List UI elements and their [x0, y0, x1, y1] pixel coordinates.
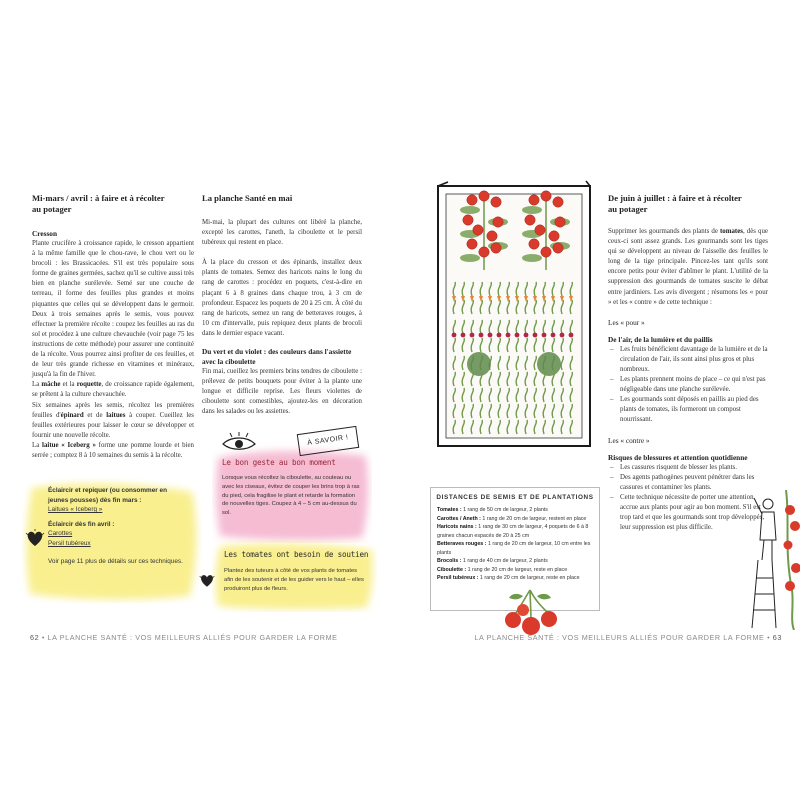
tip-note-tomatoes — [212, 540, 377, 612]
list-item: – Les gourmands sont déposés en paillis au pied des plants de tomates, ils formeront un compost nourrissant. — [608, 395, 768, 425]
contre-list — [608, 463, 768, 534]
list-item: – Les fruits bénéficient davantage de la lumière et de la circulation de l'air, ils sont ainsi plus gros et plus nombreux. — [608, 345, 768, 375]
note-title: Les tomates ont besoin de soutien — [224, 550, 369, 559]
gardener-on-ladder-illustration — [750, 490, 800, 630]
list-item: – Des agents pathogènes peuvent pénétrer dans les cassures et contaminer les plants. — [608, 473, 768, 493]
list-item: – Les plants prennent moins de place – ce qui n'est pas négligeable dans une planche surélevée. — [608, 375, 768, 395]
right-column — [608, 193, 768, 533]
planting-box-title: DISTANCES DE SEMIS ET DE PLANTATIONS — [436, 494, 594, 501]
running-title: LA PLANCHE SANTÉ : VOS MEILLEURS ALLIÉS POUR GARDER LA FORME — [47, 633, 338, 642]
planting-row — [437, 574, 593, 583]
planting-row-spacing: 1 rang de 20 cm de largeur, reste en place — [478, 575, 580, 581]
planting-row — [437, 566, 593, 575]
tip-note-good-gesture — [212, 428, 372, 543]
note-item: Carottes — [48, 530, 73, 538]
planting-row-spacing: 1 rang de 50 cm de largeur, 2 plants — [461, 507, 548, 513]
folio-separator: • — [41, 633, 48, 642]
paragraph-cresson: Plante crucifère à croissance rapide, le cresson appartient à la même famille que le chou-rave, le chou vert ou le brocoli : les Brassicacées. S'il est très populaire sous forme de graines germées, sachez qu'il se cultive aussi très bien en planche surélevée. Semé sur une couche de terreau, il forme des feuilles plus grandes et moins piquantes que celles qui se développent dans le germoir. Deux à trois semaines après le semis, vous pouvez effectuer la première récolte : coupez les feuilles au ras du sol et procédez à une culture chevauchée (voir page 75 les instructions de cette méthode) pour assurer une continuité de la récolte. Vous pourrez ainsi profiter de ces feuilles, et de leur très grande richesse en vitamines et minéraux, jusqu'à la fin de l'hiver. — [32, 240, 194, 379]
left-column-2 — [202, 193, 362, 418]
raised-bed-drawing — [434, 180, 594, 450]
tip-note-thinning — [22, 478, 202, 603]
heart-icon — [24, 528, 46, 550]
paragraph-may-2: À la place du cresson et des épinards, installez deux plants de tomates. Semez des haricots nains le long du rang de carottes : procédez en poquets, c'est-à-dire en plaçant 6 à 8 graines dans chaque trou, à 3 cm de profondeur. Espacez les poquets de 20 à 25 cm. À côté du rang de haricots, semez un rang de betteraves rouges, à 10 cm d'intervalle, puis repiquez deux plants de brocoli dans le dernier espace vacant. — [202, 259, 362, 337]
subhead-line: avec la ciboulette — [202, 357, 256, 367]
heading-line: De juin à juillet : à faire et à récolter — [608, 193, 742, 203]
planting-row-crop: Tomates : — [437, 507, 462, 513]
page-number: 63 — [772, 633, 782, 642]
pour-list — [608, 345, 768, 426]
heading-line: Mi-mars / avril : à faire et à récolter — [32, 193, 165, 203]
left-column-1 — [32, 193, 194, 461]
right-page — [400, 160, 800, 640]
planting-row-spacing: 1 rang de 20 cm de largeur, restent en place — [480, 515, 587, 522]
heart-icon — [198, 572, 216, 590]
note-title: Éclaircir dès fin avril : — [48, 520, 115, 528]
paragraph-epinard: Six semaines après les semis, récoltez les premières feuilles d'épinard et de laitues à couper. Cueillez les feuilles extérieures pour laisser le cœur se développer et fournir une nouvelle récolte. — [32, 401, 194, 439]
folio-left — [30, 633, 338, 642]
paragraph-ciboulette: Fin mai, cueillez les premiers brins tendres de ciboulette : prélevez de petits bouquets pour éviter à la plante une longue et difficile reprise. Les fleurs violettes de ciboulette sont comestibles, ajoutez-les en décoration dans les salades ou les assiettes. — [202, 368, 362, 416]
a-savoir-stamp: À SAVOIR ! — [297, 426, 359, 456]
note-title: Le bon geste au bon moment — [222, 458, 336, 467]
left-page — [0, 160, 400, 640]
garden-bed-illustration — [434, 180, 594, 450]
subhead-line: Du vert et du violet : des couleurs dans l'assiette — [202, 347, 352, 357]
note-footer: Voir page 11 plus de détails sur ces techniques. — [48, 557, 183, 565]
contre-subhead: Risques de blessures et attention quotidienne — [608, 452, 748, 462]
planting-row-crop: Haricots nains : — [437, 524, 477, 530]
contre-label: Les « contre » — [608, 435, 650, 445]
planting-row-spacing: 1 rang de 20 cm de largeur, reste en place — [466, 566, 568, 573]
note-item: Laitues « Iceberg » — [48, 506, 103, 514]
planting-row-spacing: 1 rang de 30 cm de largeur, 4 poquets de 6 à 8 graines chacun espacés de 20 à 25 cm — [437, 524, 589, 539]
section-heading-march-april — [32, 193, 194, 215]
folio-separator: • — [767, 633, 773, 642]
heading-line: au potager — [32, 204, 72, 214]
section-heading-may: La planche Santé en mai — [202, 193, 293, 203]
pour-label: Les « pour » — [608, 317, 645, 327]
planting-row-spacing: 1 rang de 20 cm de largeur, 10 cm entre les plants — [437, 541, 591, 556]
planting-rows-list — [431, 506, 599, 583]
list-item: – Les cassures risquent de blesser les plants. — [608, 463, 768, 473]
planting-row — [437, 540, 593, 557]
note-item: Persil tubéreux — [48, 539, 91, 547]
planting-row — [437, 523, 593, 540]
planting-row-spacing: 1 rang de 40 cm de largeur, 2 plants — [461, 558, 548, 564]
paragraph-gourmands: Supprimer les gourmands des plants de tomates, dès que ceux-ci sont assez grands. Les gourmands sont les tiges qui se développent au niveau de l'aisselle des feuilles le long de la tige principale. Pincez-les tant qu'ils sont encore petits pour éviter d'abîmer le plant. L'utilité de la suppression des gourmands de tomates suscite le débat entre jardiniers. Les avis divergent ; résumons les « pour » et les « contre » de cette technique : — [608, 228, 768, 306]
note-text: Lorsque vous récoltez la ciboulette, au couteau ou avec les ciseaux, évitez de couper les brins trop à ras du pied, cela fragilise le plant et retarde la formation de nouvelles tiges. Coupez à 4 – 5 cm au-dessus du sol. — [222, 475, 360, 517]
running-title: LA PLANCHE SANTÉ : VOS MEILLEURS ALLIÉS POUR GARDER LA FORME — [474, 633, 765, 642]
planting-row-crop: Ciboulette : — [437, 566, 467, 573]
folio-right — [474, 633, 782, 642]
subhead-cresson: Cresson — [32, 229, 58, 238]
planting-row — [437, 515, 593, 524]
eye-icon — [220, 432, 258, 454]
note-title: Éclaircir et repiquer (ou consommer en jeunes pousses) dès fin mars : — [48, 487, 167, 504]
subhead-ciboulette — [202, 347, 362, 367]
heading-line: au potager — [608, 204, 648, 214]
planting-row-crop: Carottes / Aneth : — [437, 515, 481, 522]
list-item: – Cette technique nécessite de porter une attention accrue aux plants pour agir au bon moment. S'il est trop tard et que les gourmands sont trop développés, leur suppression est plus difficile. — [608, 493, 768, 533]
paragraph-may-1: Mi-mai, la plupart des cultures ont libéré la planche, excepté les carottes, l'aneth, la ciboulette et le persil tubéreux qui restent en place. — [202, 219, 362, 247]
section-heading-june-july — [608, 193, 768, 215]
planting-row — [437, 557, 593, 566]
paragraph-iceberg: La laitue « Iceberg » forme une pomme lourde et bien serrée ; comptez 8 à 10 semaines du semis à la récolte. — [32, 441, 194, 459]
paragraph-mache: La mâche et la roquette, de croissance rapide également, se prêtent à la culture chevauchée. — [32, 381, 194, 399]
page-number: 62 — [30, 633, 40, 642]
pour-subhead: De l'air, de la lumière et du paillis — [608, 334, 713, 344]
note-content — [48, 486, 188, 566]
note-text: Plantez des tuteurs à côté de vos plants de tomates afin de les soutenir et de les guider vers le haut – elles produiront plus de fleurs. — [224, 568, 364, 592]
planting-row-crop: Persil tubéreux : — [437, 575, 479, 581]
planting-row — [437, 506, 593, 515]
planting-row-crop: Brocolis : — [437, 558, 462, 564]
planting-row-crop: Betteraves rouges : — [437, 541, 487, 547]
